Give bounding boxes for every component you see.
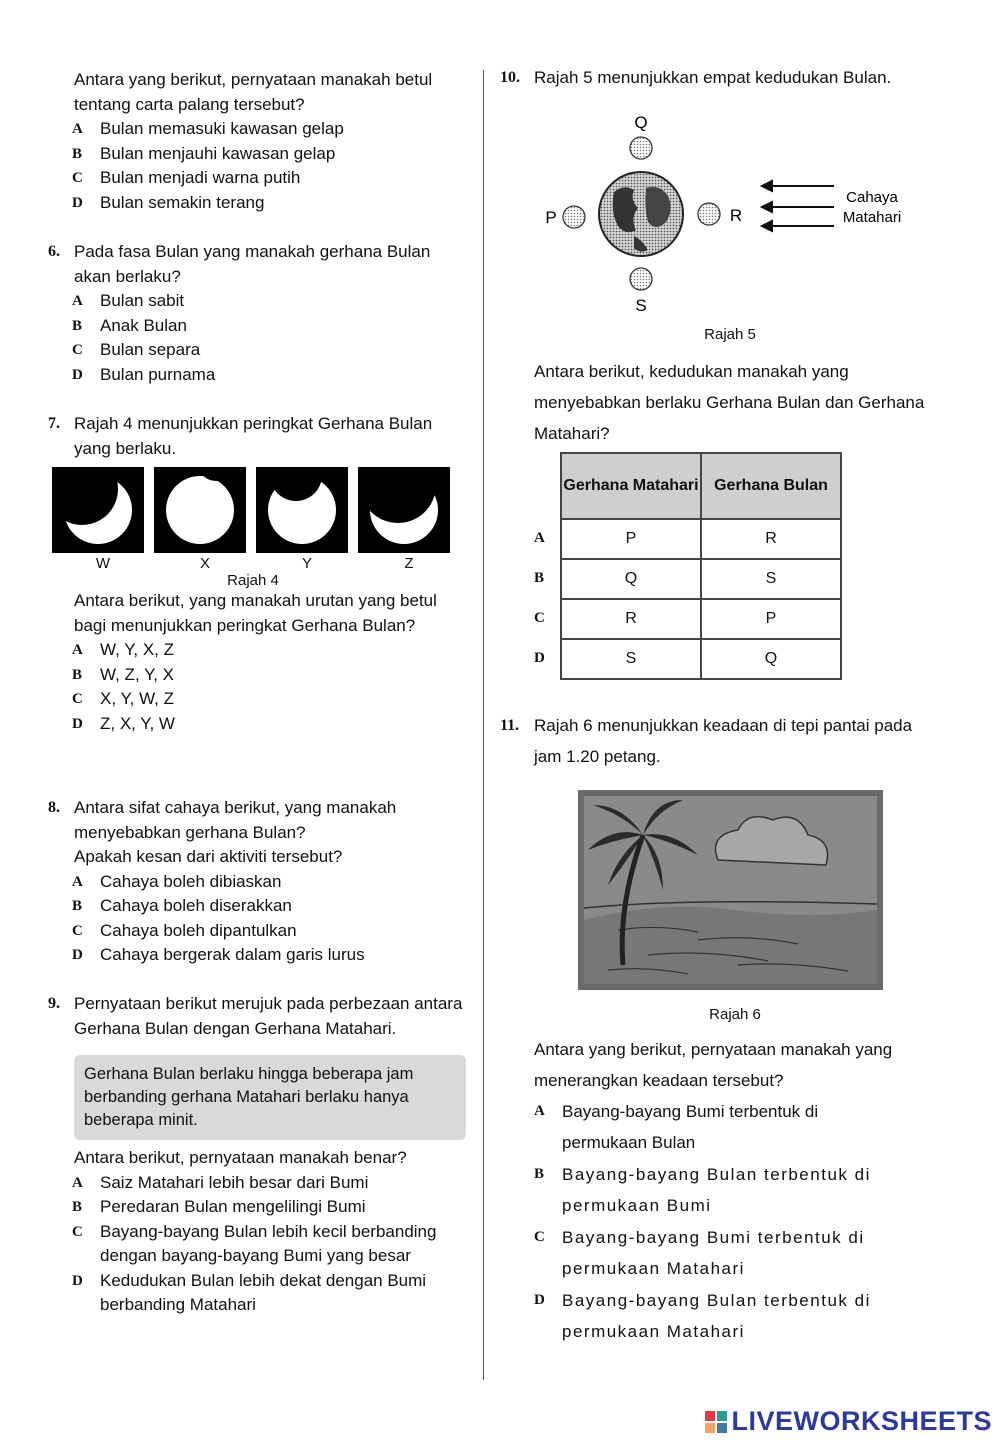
- sunlight-label-1: Cahaya: [846, 189, 898, 206]
- moon-stage-y: [256, 467, 348, 553]
- figure-caption: Rajah 6: [709, 1006, 761, 1023]
- answer-table: [560, 452, 842, 680]
- moon-stage-z: [358, 467, 450, 553]
- label-q: Q: [634, 113, 648, 132]
- moon-label-w: W: [95, 555, 111, 572]
- question-text: Antara yang berikut, pernyataan manakah yang menerangkan keadaan tersebut?: [534, 1040, 893, 1090]
- table-header: Gerhana Matahari: [561, 453, 701, 519]
- option-c[interactable]: C Bayang-bayang Bumi terbentuk di permukaan Matahari: [534, 1228, 865, 1278]
- option-d[interactable]: D Bulan purnama: [72, 364, 216, 384]
- moon-positions-diagram: [534, 104, 934, 324]
- question-stem: Antara sifat cahaya berikut, yang manakah menyebabkan gerhana Bulan?: [74, 798, 397, 842]
- option-c[interactable]: C Cahaya boleh dipantulkan: [72, 920, 297, 940]
- option-a[interactable]: A W, Y, X, Z: [72, 640, 175, 659]
- question-number: 7.: [48, 415, 60, 432]
- question-number: 6.: [48, 243, 60, 260]
- figure-caption: Rajah 4: [227, 572, 279, 589]
- table-row[interactable]: S Q: [561, 639, 841, 679]
- option-c[interactable]: C X, Y, W, Z: [72, 689, 175, 708]
- earth-globe: [599, 172, 683, 256]
- label-r: R: [729, 206, 743, 225]
- question-8: [48, 796, 468, 968]
- table-header: Gerhana Bulan: [701, 453, 841, 519]
- question-10: [500, 66, 940, 91]
- row-label-a: A: [534, 530, 545, 546]
- question-number: 11.: [500, 717, 520, 734]
- table-row[interactable]: Q S: [561, 559, 841, 599]
- moon-s: [630, 268, 652, 290]
- question-6: [48, 240, 468, 387]
- question-number: 9.: [48, 995, 60, 1012]
- table-row[interactable]: R P: [561, 599, 841, 639]
- figure-caption: Rajah 5: [704, 326, 756, 343]
- moon-stage-x: [154, 467, 246, 553]
- question-11: [500, 710, 940, 772]
- option-c[interactable]: C Bayang-bayang Bulan lebih kecil berbanding dengan bayang-bayang Bumi yang besar: [72, 1221, 437, 1265]
- option-b[interactable]: B Bayang-bayang Bulan terbentuk di permukaan Bumi: [534, 1165, 871, 1215]
- moon-label-x: X: [199, 555, 210, 572]
- liveworksheets-logo[interactable]: [705, 1406, 992, 1437]
- question-text: Antara berikut, pernyataan manakah benar?: [74, 1148, 407, 1167]
- table-row[interactable]: P R: [561, 519, 841, 559]
- question-stem: Antara yang berikut, pernyataan manakah betul tentang carta palang tersebut?: [74, 70, 433, 114]
- sunlight-label-2: Matahari: [842, 209, 902, 226]
- moon-label-y: Y: [301, 555, 312, 572]
- question-7: [48, 412, 468, 736]
- moon-p: [563, 206, 585, 228]
- q11-options: [500, 1096, 940, 1347]
- option-b[interactable]: B Peredaran Bulan mengelilingi Bumi: [72, 1197, 366, 1216]
- option-c[interactable]: C Bulan separa: [72, 340, 201, 359]
- option-a[interactable]: A Saiz Matahari lebih besar dari Bumi: [72, 1172, 369, 1192]
- column-divider: [483, 70, 484, 1380]
- sunlight-arrows: [762, 181, 834, 231]
- question-text: Antara berikut, yang manakah urutan yang betul bagi menunjukkan peringkat Gerhana Bulan?: [74, 591, 437, 635]
- moon-r: [698, 203, 720, 225]
- row-label-c: C: [534, 610, 545, 626]
- question-number: 8.: [48, 799, 60, 816]
- option-a[interactable]: A Cahaya boleh dibiaskan: [72, 871, 282, 891]
- question-stem: Rajah 6 menunjukkan keadaan di tepi pantai pada jam 1.20 petang.: [534, 716, 913, 766]
- option-a[interactable]: A Bayang-bayang Bumi terbentuk di permukaan Bulan: [534, 1102, 819, 1152]
- moon-stage-w: [52, 467, 144, 553]
- option-d[interactable]: D Cahaya bergerak dalam garis lurus: [72, 945, 365, 964]
- question-stem: Rajah 4 menunjukkan peringkat Gerhana Bulan yang berlaku.: [74, 414, 433, 458]
- option-b[interactable]: B Bulan menjauhi kawasan gelap: [72, 143, 336, 163]
- moon-q: [630, 137, 652, 159]
- option-a[interactable]: A Bulan memasuki kawasan gelap: [72, 119, 344, 138]
- question-9: [48, 992, 468, 1318]
- question-text: Antara berikut, kedudukan manakah yang menyebabkan berlaku Gerhana Bulan dan Gerhana Matahari?: [534, 362, 925, 443]
- question-number: 10.: [500, 69, 520, 86]
- option-b[interactable]: B Cahaya boleh diserakkan: [72, 896, 292, 915]
- logo-text: LIVEWORKSHEETS: [731, 1406, 992, 1436]
- question-stem: Pada fasa Bulan yang manakah gerhana Bulan akan berlaku?: [74, 242, 431, 286]
- question-stem-2: Apakah kesan dari aktiviti tersebut?: [74, 847, 343, 866]
- label-p: P: [545, 208, 557, 227]
- eclipse-stages-figure: [52, 467, 468, 553]
- row-label-b: B: [534, 570, 545, 586]
- option-d[interactable]: D Bayang-bayang Bulan terbentuk di permukaan Matahari: [534, 1291, 871, 1341]
- option-d[interactable]: D Bulan semakin terang: [72, 192, 265, 212]
- option-b[interactable]: B W, Z, Y, X: [72, 664, 175, 684]
- option-c[interactable]: C Bulan menjadi warna putih: [72, 168, 301, 187]
- moon-label-z: Z: [404, 555, 414, 572]
- logo-icon: [705, 1411, 727, 1433]
- row-label-d: D: [534, 650, 545, 666]
- beach-illustration: [578, 790, 883, 990]
- question-stem: Rajah 5 menunjukkan empat kedudukan Bulan.: [534, 68, 892, 87]
- question-stem: Pernyataan berikut merujuk pada perbezaan antara Gerhana Bulan dengan Gerhana Matahari.: [74, 994, 463, 1038]
- label-s: S: [635, 296, 647, 315]
- option-a[interactable]: A Bulan sabit: [72, 291, 185, 310]
- option-b[interactable]: B Anak Bulan: [72, 315, 187, 335]
- option-d[interactable]: D Z, X, Y, W: [72, 713, 175, 733]
- option-d[interactable]: D Kedudukan Bulan lebih dekat dengan Bumi berbanding Matahari: [72, 1270, 427, 1314]
- question-5: [48, 68, 468, 215]
- statement-box: Gerhana Bulan berlaku hingga beberapa jam berbanding gerhana Matahari berlaku hanya beberapa minit.: [74, 1055, 466, 1140]
